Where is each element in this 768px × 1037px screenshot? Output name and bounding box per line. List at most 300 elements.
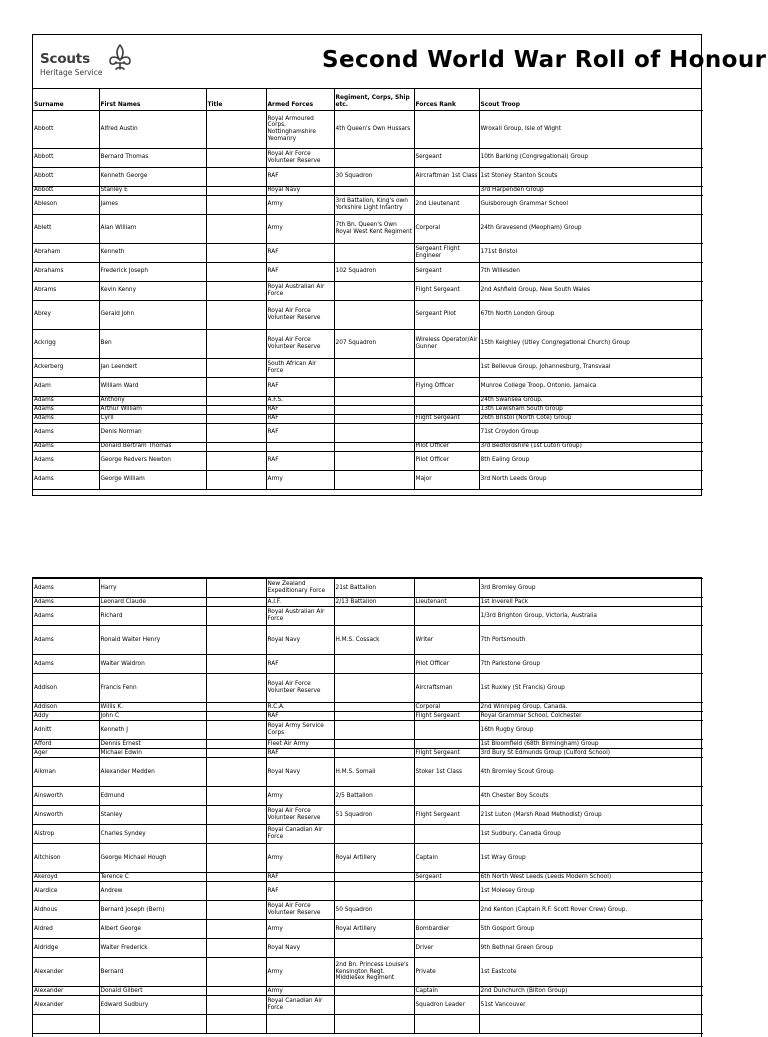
surname-cell: Adams — [33, 405, 99, 414]
regiment-cell: 3rd Battalion, King's own Yorkshire Light Infantry — [334, 195, 414, 214]
surname-cell: Addison — [33, 703, 99, 712]
forces-rank-cell: Bombardier — [414, 920, 479, 939]
surname-cell: Aistrop — [33, 825, 99, 844]
armed-forces-cell: Royal Canadian Air Force — [266, 825, 334, 844]
armed-forces-cell: RAF — [266, 377, 334, 396]
table-row — [33, 442, 703, 451]
surname-cell: Alexander — [33, 987, 99, 996]
table-row — [33, 214, 703, 243]
scout-troop-cell: 6th North West Leeds (Leeds Modern School) — [479, 873, 703, 882]
armed-forces-cell: RAF — [266, 405, 334, 414]
scout-troop-cell: 2nd Ashfield Group, New South Wales — [479, 281, 703, 300]
forces-rank-cell: Captain — [414, 987, 479, 996]
forces-rank-cell — [414, 579, 479, 598]
first-names-cell: George Redvers Newton — [99, 451, 206, 470]
regiment-cell — [334, 405, 414, 414]
armed-forces-cell: Royal Air Force Volunteer Reserve — [266, 148, 334, 167]
regiment-cell — [334, 607, 414, 626]
title-cell — [206, 195, 266, 214]
regiment-cell: 51 Squadron — [334, 806, 414, 825]
scout-troop-cell: 1st Eastcote — [479, 958, 703, 987]
surname-cell: Ackrigg — [33, 329, 99, 358]
title-cell — [206, 712, 266, 721]
surname-cell: Abbott — [33, 110, 99, 148]
first-names-cell: Gerald John — [99, 300, 206, 329]
title-cell — [206, 281, 266, 300]
first-names-cell: Willis K. — [99, 703, 206, 712]
armed-forces-cell: RAF — [266, 262, 334, 281]
title-cell — [206, 329, 266, 358]
forces-rank-cell: Sergeant — [414, 148, 479, 167]
table-row — [33, 749, 703, 758]
surname-cell: Adnitt — [33, 721, 99, 740]
forces-rank-cell: Flight Sergeant — [414, 281, 479, 300]
scout-troop-cell: 1st Bellevue Group, Johannesburg, Transvaal — [479, 358, 703, 377]
title-cell — [206, 825, 266, 844]
scout-troop-cell: 7th Willesden — [479, 262, 703, 281]
forces-rank-cell — [414, 186, 479, 195]
armed-forces-cell: Royal Air Force Volunteer Reserve — [266, 300, 334, 329]
regiment-cell: 2nd Bn. Princess Louise's Kensington Regt. Middlesex Regiment — [334, 958, 414, 987]
scout-troop-cell: 21st Luton (Marsh Road Methodist) Group — [479, 806, 703, 825]
title-cell — [206, 844, 266, 873]
armed-forces-cell — [266, 442, 334, 451]
regiment-cell — [334, 749, 414, 758]
regiment-cell — [334, 825, 414, 844]
scout-troop-cell: 1st Bloomfield (68th Birmingham) Group — [479, 740, 703, 749]
table-row — [33, 1015, 703, 1034]
armed-forces-cell: Royal Australian Air Force — [266, 607, 334, 626]
forces-rank-cell — [414, 740, 479, 749]
first-names-cell: Donald Gilbert — [99, 987, 206, 996]
title-cell — [206, 423, 266, 442]
surname-cell: Addison — [33, 674, 99, 703]
surname-cell: Adams — [33, 442, 99, 451]
surname-cell: Addy — [33, 712, 99, 721]
regiment-cell: 4th Queen's Own Hussars — [334, 110, 414, 148]
title-cell — [206, 703, 266, 712]
forces-rank-cell: Aircraftman 1st Class — [414, 167, 479, 186]
first-names-cell: Kenneth — [99, 243, 206, 262]
table-row — [33, 958, 703, 987]
logo-text: Scouts — [40, 51, 90, 67]
regiment-cell — [334, 300, 414, 329]
regiment-cell — [334, 186, 414, 195]
col-header-surname: Surname — [33, 89, 99, 110]
scout-troop-cell: 67th North London Group — [479, 300, 703, 329]
regiment-cell — [334, 358, 414, 377]
table-row — [33, 626, 703, 655]
forces-rank-cell: Wireless Operator/Air Gunner — [414, 329, 479, 358]
armed-forces-cell: Royal Armoured Corps, Nottinghamshire Yeomanry — [266, 110, 334, 148]
first-names-cell: Arthur William — [99, 405, 206, 414]
first-names-cell: Leonard Claude — [99, 598, 206, 607]
scout-troop-cell — [479, 1015, 703, 1034]
table-row — [33, 901, 703, 920]
armed-forces-cell: Army — [266, 920, 334, 939]
table-row — [33, 598, 703, 607]
scout-troop-cell: 8th Ealing Group — [479, 451, 703, 470]
scout-troop-cell: Munroe College Troop, Ontonio, Jamaica — [479, 377, 703, 396]
title-cell — [206, 414, 266, 423]
regiment-cell — [334, 414, 414, 423]
title-cell — [206, 579, 266, 598]
regiment-cell — [334, 740, 414, 749]
surname-cell: Ableson — [33, 195, 99, 214]
table-row — [33, 996, 703, 1015]
regiment-cell — [334, 442, 414, 451]
regiment-cell: 2/13 Battalion — [334, 598, 414, 607]
forces-rank-cell: Lieutenant — [414, 598, 479, 607]
scout-troop-cell: Wroxall Group, Isle of Wight — [479, 110, 703, 148]
table-row — [33, 186, 703, 195]
table-row — [33, 712, 703, 721]
title-cell — [206, 958, 266, 987]
forces-rank-cell — [414, 787, 479, 806]
surname-cell: Adams — [33, 451, 99, 470]
page-title: Second World War Roll of Honour — [322, 47, 767, 73]
surname-cell: Adams — [33, 607, 99, 626]
scout-troop-cell: 1st Wray Group — [479, 844, 703, 873]
armed-forces-cell: R.C.A. — [266, 703, 334, 712]
regiment-cell — [334, 655, 414, 674]
regiment-cell — [334, 721, 414, 740]
first-names-cell: Edward Sudbury — [99, 996, 206, 1015]
first-names-cell: Bernard Thomas — [99, 148, 206, 167]
surname-cell: Aldred — [33, 920, 99, 939]
table-row — [33, 825, 703, 844]
regiment-cell — [334, 712, 414, 721]
regiment-cell — [334, 423, 414, 442]
armed-forces-cell: South African Air Force — [266, 358, 334, 377]
regiment-cell: 21st Battalion — [334, 579, 414, 598]
forces-rank-cell: Corporal — [414, 214, 479, 243]
surname-cell: Abbott — [33, 148, 99, 167]
armed-forces-cell: Army — [266, 195, 334, 214]
armed-forces-cell: RAF — [266, 749, 334, 758]
armed-forces-cell: RAF — [266, 451, 334, 470]
title-cell — [206, 243, 266, 262]
forces-rank-cell: Driver — [414, 939, 479, 958]
armed-forces-cell: Royal Canadian Air Force — [266, 996, 334, 1015]
table-row — [33, 451, 703, 470]
armed-forces-cell: Royal Navy — [266, 758, 334, 787]
regiment-cell — [334, 873, 414, 882]
first-names-cell: William Ward — [99, 377, 206, 396]
scout-troop-cell: 5th Gosport Group — [479, 920, 703, 939]
regiment-cell — [334, 148, 414, 167]
surname-cell: Ager — [33, 749, 99, 758]
table-row — [33, 300, 703, 329]
title-cell — [206, 405, 266, 414]
table-row — [33, 396, 703, 405]
first-names-cell: Alfred Austin — [99, 110, 206, 148]
table-row — [33, 281, 703, 300]
forces-rank-cell: Pilot Officer — [414, 442, 479, 451]
table-header-row — [33, 89, 703, 110]
regiment-cell: Royal Artillery — [334, 844, 414, 873]
armed-forces-cell: RAF — [266, 243, 334, 262]
scout-troop-cell: 13th Lewisham South Group — [479, 405, 703, 414]
first-names-cell: Harry — [99, 579, 206, 598]
regiment-cell: 207 Squadron — [334, 329, 414, 358]
first-names-cell: Alexander Medden — [99, 758, 206, 787]
title-cell — [206, 470, 266, 489]
title-cell — [206, 377, 266, 396]
scout-troop-cell: 26th Bristol (North Cote) Group — [479, 414, 703, 423]
table-row — [33, 607, 703, 626]
regiment-cell: 30 Squadron — [334, 167, 414, 186]
armed-forces-cell: Royal Air Force Volunteer Reserve — [266, 901, 334, 920]
forces-rank-cell: Writer — [414, 626, 479, 655]
table-row — [33, 423, 703, 442]
regiment-cell: 102 Squadron — [334, 262, 414, 281]
first-names-cell: Ben — [99, 329, 206, 358]
armed-forces-cell: Army — [266, 470, 334, 489]
forces-rank-cell — [414, 721, 479, 740]
surname-cell: Ackerberg — [33, 358, 99, 377]
regiment-cell: 7th Bn. Queen's Own Royal West Kent Regiment — [334, 214, 414, 243]
table-row — [33, 703, 703, 712]
first-names-cell: Kenneth George — [99, 167, 206, 186]
table-row — [33, 329, 703, 358]
table-row — [33, 655, 703, 674]
regiment-cell: 50 Squadron — [334, 901, 414, 920]
scout-troop-cell: 3rd Bedfordshire (1st Luton Group) — [479, 442, 703, 451]
page-banner — [33, 35, 767, 89]
armed-forces-cell: Army — [266, 958, 334, 987]
title-cell — [206, 110, 266, 148]
surname-cell: Ainsworth — [33, 787, 99, 806]
table-row — [33, 806, 703, 825]
title-cell — [206, 721, 266, 740]
armed-forces-cell: Royal Australian Air Force — [266, 281, 334, 300]
surname-cell: Adams — [33, 414, 99, 423]
table-row — [33, 873, 703, 882]
regiment-cell — [334, 703, 414, 712]
forces-rank-cell: Flying Officer — [414, 377, 479, 396]
table-row — [33, 110, 703, 148]
table-row — [33, 740, 703, 749]
first-names-cell: John C — [99, 712, 206, 721]
scout-troop-cell: 9th Bethnal Green Group — [479, 939, 703, 958]
scout-troop-cell: 3rd Bury St Edmunds Group (Culford School) — [479, 749, 703, 758]
surname-cell: Adams — [33, 470, 99, 489]
title-cell — [206, 806, 266, 825]
title-cell — [206, 901, 266, 920]
roll-table — [33, 89, 703, 490]
first-names-cell: Edmund — [99, 787, 206, 806]
title-cell — [206, 214, 266, 243]
armed-forces-cell: Army — [266, 987, 334, 996]
scout-troop-cell: 15th Keighley (Utley Congregational Church) Group — [479, 329, 703, 358]
surname-cell: Abrams — [33, 281, 99, 300]
scouts-logo — [40, 51, 102, 77]
title-cell — [206, 939, 266, 958]
forces-rank-cell — [414, 882, 479, 901]
table-row — [33, 844, 703, 873]
title-cell — [206, 167, 266, 186]
first-names-cell: Richard — [99, 607, 206, 626]
table-row — [33, 243, 703, 262]
first-names-cell: Bernard — [99, 958, 206, 987]
scout-troop-cell: 71st Croydon Group — [479, 423, 703, 442]
title-cell — [206, 300, 266, 329]
title-cell — [206, 655, 266, 674]
scout-troop-cell: 3rd North Leeds Group — [479, 470, 703, 489]
first-names-cell: Michael Edwin — [99, 749, 206, 758]
forces-rank-cell: Sergeant Pilot — [414, 300, 479, 329]
first-names-cell: Stanley E — [99, 186, 206, 195]
regiment-cell — [334, 243, 414, 262]
scout-troop-cell: 24th Gravesend (Meopham) Group — [479, 214, 703, 243]
regiment-cell — [334, 1015, 414, 1034]
surname-cell: Adams — [33, 655, 99, 674]
scout-troop-cell: Royal Grammar School, Colchester — [479, 712, 703, 721]
surname-cell: Abbott — [33, 186, 99, 195]
table-row — [33, 920, 703, 939]
table-row — [33, 377, 703, 396]
forces-rank-cell: Private — [414, 958, 479, 987]
table-row — [33, 358, 703, 377]
surname-cell: Afford — [33, 740, 99, 749]
forces-rank-cell: Sergeant — [414, 873, 479, 882]
table-row — [33, 167, 703, 186]
first-names-cell — [99, 1015, 206, 1034]
fleur-de-lis-icon — [106, 43, 134, 73]
surname-cell: Adams — [33, 396, 99, 405]
armed-forces-cell — [266, 1015, 334, 1034]
armed-forces-cell: Army — [266, 844, 334, 873]
col-header-first-names: First Names — [99, 89, 206, 110]
armed-forces-cell: A.I.F. — [266, 598, 334, 607]
title-cell — [206, 787, 266, 806]
first-names-cell: George Michael Hough — [99, 844, 206, 873]
surname-cell — [33, 1015, 99, 1034]
title-cell — [206, 598, 266, 607]
surname-cell: Adams — [33, 423, 99, 442]
table-row — [33, 579, 703, 598]
first-names-cell: Charles Syndey — [99, 825, 206, 844]
regiment-cell — [334, 674, 414, 703]
scout-troop-cell: Guisborough Grammar School — [479, 195, 703, 214]
scout-troop-cell: 2nd Dunchurch (Bilton Group) — [479, 987, 703, 996]
forces-rank-cell — [414, 396, 479, 405]
title-cell — [206, 740, 266, 749]
regiment-cell — [334, 939, 414, 958]
armed-forces-cell: Fleet Air Army — [266, 740, 334, 749]
forces-rank-cell: Captain — [414, 844, 479, 873]
title-cell — [206, 451, 266, 470]
scout-troop-cell: 24th Swansea Group. — [479, 396, 703, 405]
roll-page-1 — [32, 34, 767, 496]
first-names-cell: James — [99, 195, 206, 214]
regiment-cell: Royal Artillery — [334, 920, 414, 939]
surname-cell: Abraham — [33, 243, 99, 262]
scout-troop-cell: 7th Parkstone Group — [479, 655, 703, 674]
armed-forces-cell: New Zealand Expeditionary Force — [266, 579, 334, 598]
title-cell — [206, 607, 266, 626]
first-names-cell: Andrew — [99, 882, 206, 901]
scout-troop-cell: 10th Barking (Congregational) Group — [479, 148, 703, 167]
armed-forces-cell: Royal Navy — [266, 939, 334, 958]
surname-cell: Alexander — [33, 958, 99, 987]
scout-troop-cell: 4th Chester Boy Scouts — [479, 787, 703, 806]
surname-cell: Aitchison — [33, 844, 99, 873]
scout-troop-cell: 1st Ruxley (St Francis) Group — [479, 674, 703, 703]
scout-troop-cell: 2nd Winnipeg Group, Canada. — [479, 703, 703, 712]
forces-rank-cell: Sergeant Flight Engineer — [414, 243, 479, 262]
forces-rank-cell — [414, 825, 479, 844]
table-row — [33, 674, 703, 703]
forces-rank-cell — [414, 358, 479, 377]
title-cell — [206, 148, 266, 167]
armed-forces-cell: Royal Air Force Volunteer Reserve — [266, 674, 334, 703]
forces-rank-cell: Sergeant — [414, 262, 479, 281]
forces-rank-cell — [414, 110, 479, 148]
table-row — [33, 148, 703, 167]
title-cell — [206, 186, 266, 195]
first-names-cell: Terence C — [99, 873, 206, 882]
first-names-cell: Walter Frederick — [99, 939, 206, 958]
armed-forces-cell: RAF — [266, 882, 334, 901]
title-cell — [206, 1015, 266, 1034]
forces-rank-cell: Major — [414, 470, 479, 489]
title-cell — [206, 987, 266, 996]
scout-troop-cell: 7th Portsmouth — [479, 626, 703, 655]
title-cell — [206, 626, 266, 655]
forces-rank-cell — [414, 423, 479, 442]
scout-troop-cell: 51st Vancouver — [479, 996, 703, 1015]
title-cell — [206, 358, 266, 377]
surname-cell: Adams — [33, 626, 99, 655]
first-names-cell: Stanley — [99, 806, 206, 825]
title-cell — [206, 442, 266, 451]
title-cell — [206, 996, 266, 1015]
regiment-cell — [334, 396, 414, 405]
armed-forces-cell: RAF — [266, 414, 334, 423]
table-row — [33, 758, 703, 787]
surname-cell: Akeroyd — [33, 873, 99, 882]
first-names-cell: Kevin Kenny — [99, 281, 206, 300]
first-names-cell: Dennis Ernest — [99, 740, 206, 749]
first-names-cell: Frederick Joseph — [99, 262, 206, 281]
roll-page-2 — [32, 577, 702, 1037]
scout-troop-cell: 1st Sudbury, Canada Group — [479, 825, 703, 844]
surname-cell: Ainsworth — [33, 806, 99, 825]
roll-table-continued — [33, 578, 703, 1034]
logo-subtext: Heritage Service — [40, 68, 103, 77]
forces-rank-cell: Squadron Leader — [414, 996, 479, 1015]
regiment-cell: H.M.S. Cossack — [334, 626, 414, 655]
first-names-cell: Cyril — [99, 414, 206, 423]
table-row — [33, 882, 703, 901]
title-cell — [206, 758, 266, 787]
col-header-regiment: Regiment, Corps, Ship etc. — [334, 89, 414, 110]
col-header-scout-troop: Scout Troop — [479, 89, 703, 110]
title-cell — [206, 873, 266, 882]
title-cell — [206, 749, 266, 758]
forces-rank-cell: Flight Sergeant — [414, 749, 479, 758]
table-row — [33, 939, 703, 958]
forces-rank-cell: Flight Sergeant — [414, 712, 479, 721]
col-header-title: Title — [206, 89, 266, 110]
surname-cell: Aikman — [33, 758, 99, 787]
armed-forces-cell: Royal Navy — [266, 186, 334, 195]
title-cell — [206, 262, 266, 281]
forces-rank-cell: Corporal — [414, 703, 479, 712]
table-row — [33, 987, 703, 996]
